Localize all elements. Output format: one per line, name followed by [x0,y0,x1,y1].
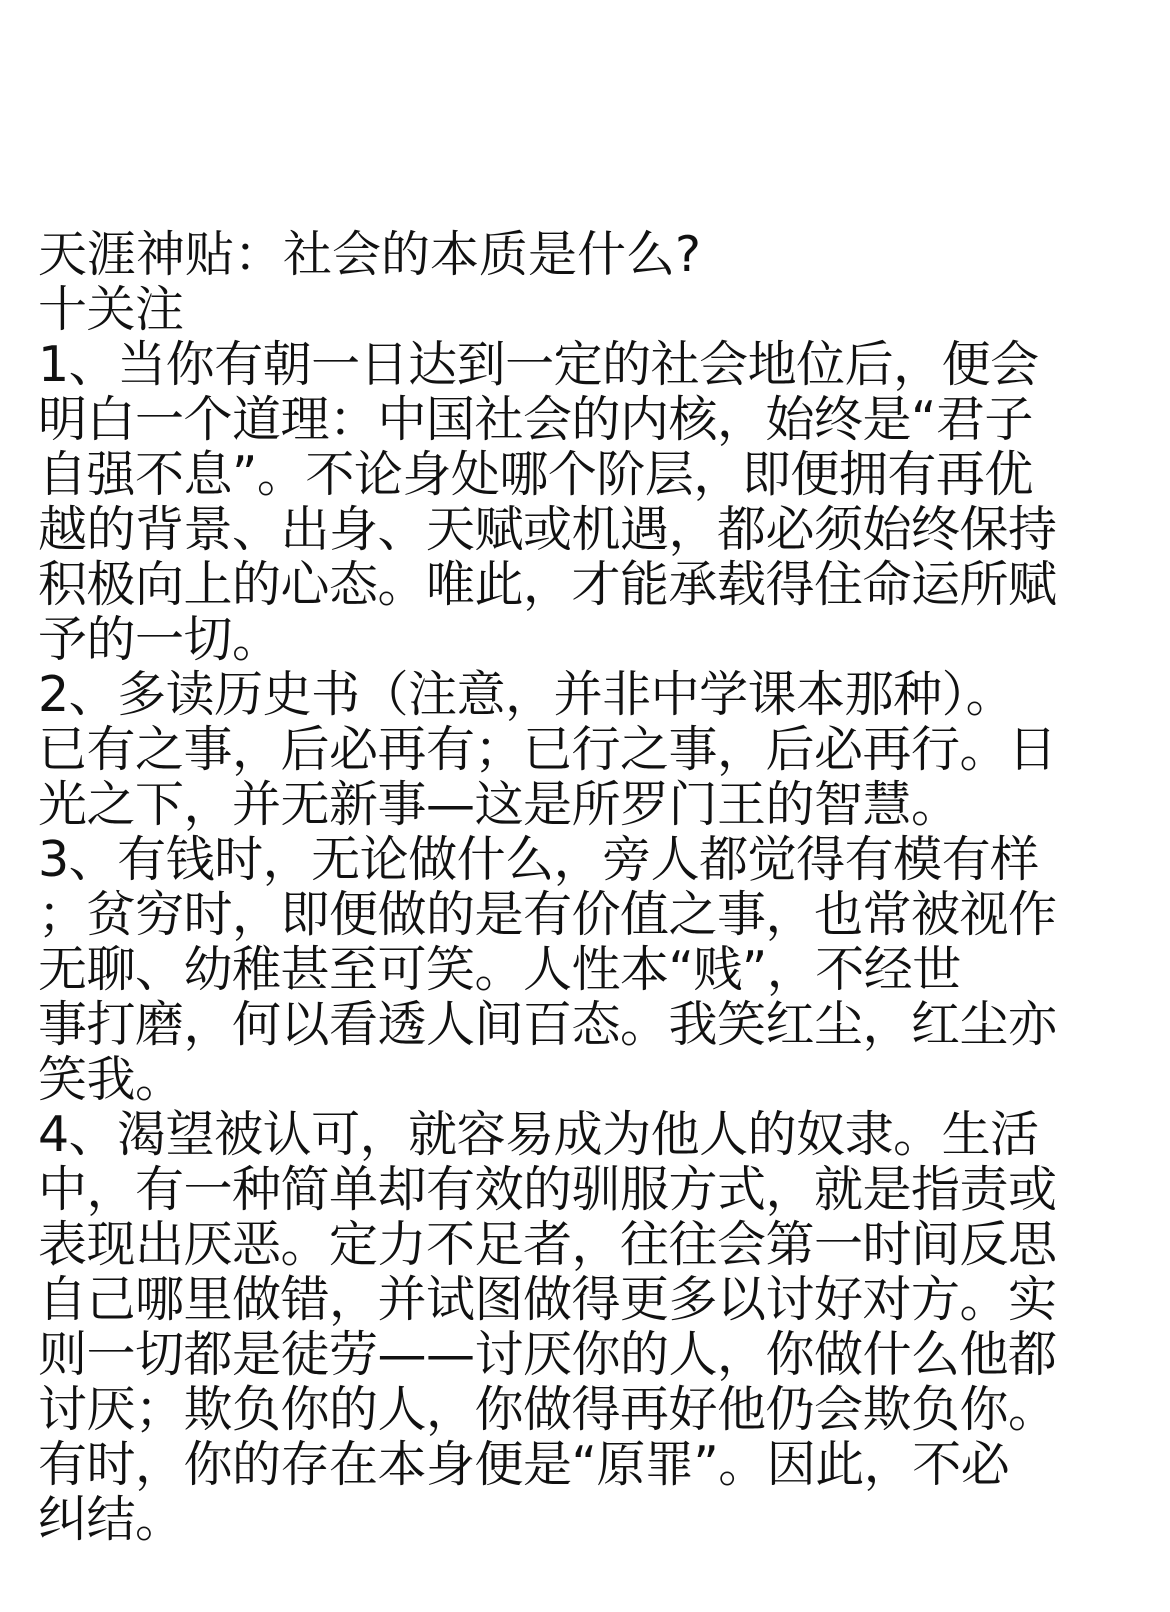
text-line: 笑我。 [38,1051,184,1108]
article-title: 天涯神贴：社会的本质是什么? [38,226,702,283]
text-line: 无聊、幼稚甚至可笑。人性本“贱”，不经世 [38,941,961,998]
text-line: 则一切都是徒劳——讨厌你的人，你做什么他都 [38,1326,1057,1383]
text-line: 讨厌；欺负你的人，你做得再好他仍会欺负你。 [38,1381,1057,1438]
text-line: 纠结。 [38,1491,184,1548]
text-line: 2、多读历史书（注意，并非中学课本那种）。 [38,666,1015,723]
text-line: 3、有钱时，无论做什么，旁人都觉得有模有样 [38,831,1039,888]
text-line: 中，有一种简单却有效的驯服方式，就是指责或 [38,1161,1057,1218]
text-line: 自己哪里做错，并试图做得更多以讨好对方。实 [38,1271,1057,1328]
text-line: 表现出厌恶。定力不足者，往往会第一时间反思 [38,1216,1057,1273]
text-line: 予的一切。 [38,611,281,668]
text-line: 明白一个道理：中国社会的内核，始终是“君子 [38,391,1033,448]
article-body [38,227,1138,1547]
text-line: 1、当你有朝一日达到一定的社会地位后，便会 [38,336,1039,393]
text-line: 有时，你的存在本身便是“原罪”。因此，不必 [38,1436,1010,1493]
text-line: 越的背景、出身、天赋或机遇，都必须始终保持 [38,501,1057,558]
text-line: 积极向上的心态。唯此，才能承载得住命运所赋 [38,556,1057,613]
text-line: 光之下，并无新事—这是所罗门王的智慧。 [38,776,960,833]
text-line: ；贫穷时，即便做的是有价值之事，也常被视作 [38,886,1057,943]
text-line: 已有之事，后必再有；已行之事，后必再行。日 [38,721,1057,778]
text-line: 自强不息”。不论身处哪个阶层，即便拥有再优 [38,446,1033,503]
text-line: 事打磨，何以看透人间百态。我笑红尘，红尘亦 [38,996,1057,1053]
follow-label[interactable]: 十关注 [38,281,184,338]
text-line: 4、渴望被认可，就容易成为他人的奴隶。生活 [38,1106,1039,1163]
